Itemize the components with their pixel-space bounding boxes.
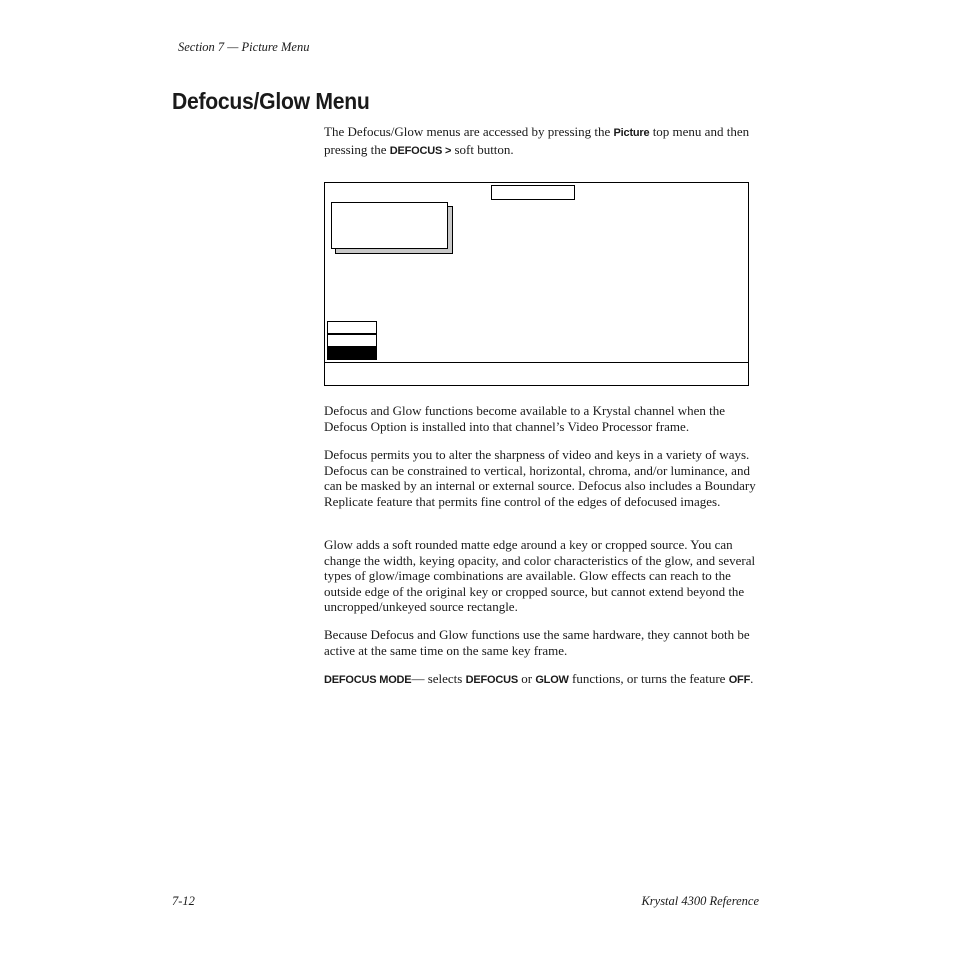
intro-text-3: soft button. [451,141,514,157]
running-header: Section 7 — Picture Menu [178,40,310,54]
paragraph-hardware: Because Defocus and Glow functions use the same hardware, they cannot both be active at the same time on the same key frame. [324,627,750,658]
glow-option-keyword: GLOW [535,674,569,686]
off-option-keyword: OFF [728,674,751,686]
defocus-mode-description [324,671,760,689]
picture-keyword: Picture [613,127,650,139]
paragraph-availability: Defocus and Glow functions become available to a Krystal channel when the Defocus Option is installed into that channel’s Video Processor frame. [324,403,726,434]
mode-option-selected [327,347,377,360]
paragraph-defocus: Defocus permits you to alter the sharpness of video and keys in a variety of ways. Defocus can be constrained to vertical, horizontal, chroma, and/or luminance, and can be masked by an internal or external source. Defocus also includes a Boundary Replicate feature that permits fine control of the edges of defocused images. [324,447,756,509]
menu-tab [491,185,575,200]
defocus-option-keyword: DEFOCUS [465,674,518,686]
screen-divider [325,362,748,363]
intro-paragraph [324,124,760,159]
menu-panel [331,202,448,249]
page-title: Defocus/Glow Menu [172,88,370,114]
page-number: 7-12 [172,894,195,908]
menu-screen-diagram [324,182,749,386]
mode-text-2: or [517,671,536,686]
defocus-mode-keyword: DEFOCUS MODE [324,674,412,686]
mode-option-2 [327,334,377,347]
intro-text-1: The Defocus/Glow menus are accessed by pressing the [324,124,614,139]
mode-text-1: — selects [411,671,466,686]
intro-text-2: top menu and then pressing the [324,124,750,157]
defocus-keyword: DEFOCUS > [389,144,452,157]
mode-text-3: functions, or turns the feature [568,671,729,686]
paragraph-glow: Glow adds a soft rounded matte edge around a key or cropped source. You can change the width, keying opacity, and color characteristics of the glow, and several types of glow/image combinations are available. Glow effects can reach to the outside edge of the original key or cropped source, but cannot extend beyond the uncropped/unkeyed source rectangle. [324,537,756,615]
mode-text-4: . [750,671,754,686]
book-title: Krystal 4300 Reference [641,894,759,908]
mode-option-1 [327,321,377,334]
